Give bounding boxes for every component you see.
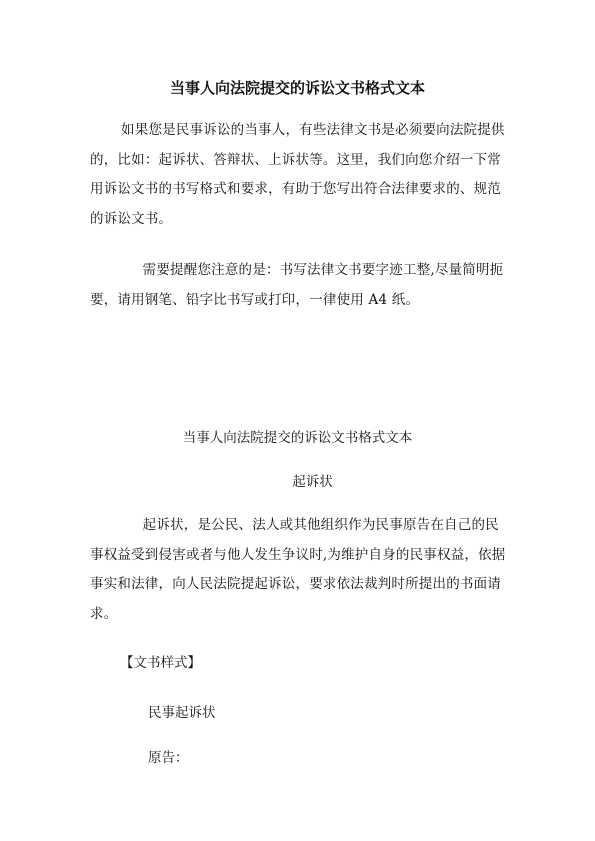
- section-title: 当事人向法院提交的诉讼文书格式文本: [182, 430, 413, 446]
- reminder-paragraph: 需要提醒您注意的是：书写法律文书要字迹工整,尽量简明扼要，请用钢笔、铅字比书写或打印，一律使用 A4 纸。: [90, 262, 504, 308]
- sample-label: 【文书样式】: [120, 655, 201, 671]
- intro-paragraph: 如果您是民事诉讼的当事人，有些法律文书是必须要向法院提供的，比如：起诉状、答辩状、上诉状等。这里，我们向您介绍一下常用诉讼文书的书写格式和要求，有助于您写出符合法律要求的、规范的诉讼文书。: [90, 122, 505, 227]
- plaintiff-label: 原告：: [148, 750, 189, 766]
- definition-paragraph: 起诉状，是公民、法人或其他组织作为民事原告在自己的民事权益受到侵害或者与他人发生争议时,为维护自身的民事权益，依据事实和法律，向人民法院提起诉讼，要求依法裁判时所提出的书面请求。: [90, 517, 506, 622]
- subsection-title: 起诉状: [292, 474, 333, 490]
- document-name: 民事起诉状: [148, 705, 216, 721]
- document-title: 当事人向法院提交的诉讼文书格式文本: [169, 79, 425, 97]
